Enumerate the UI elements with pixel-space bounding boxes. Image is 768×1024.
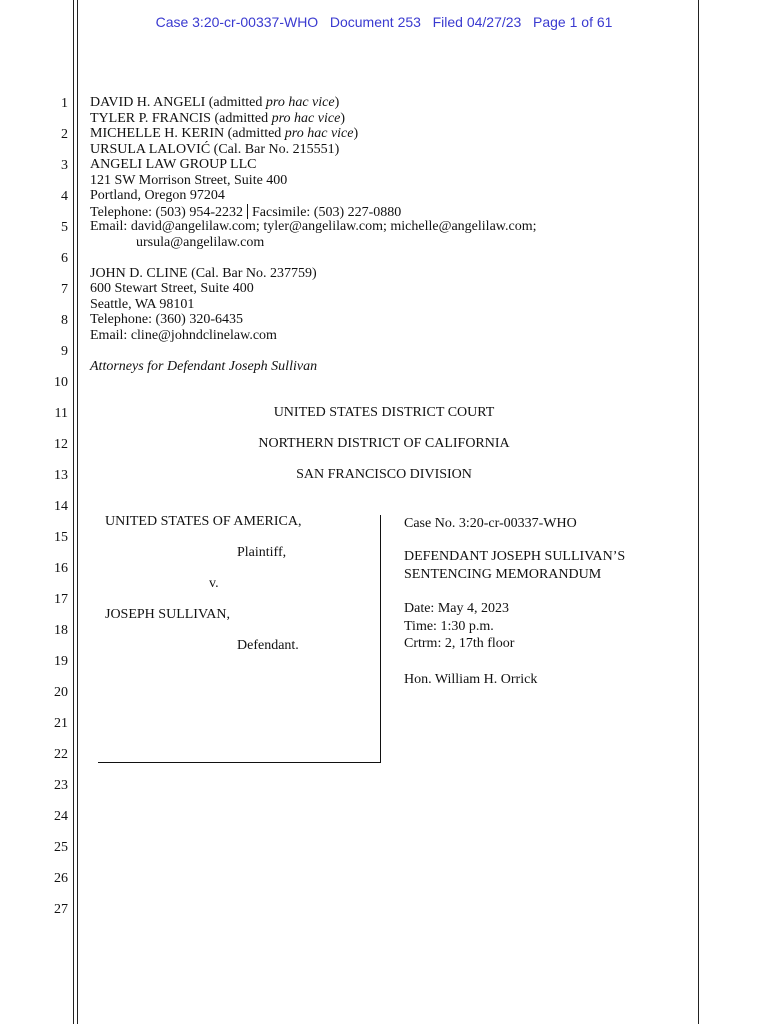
line-number: 22 (54, 747, 68, 762)
line-number: 8 (61, 313, 68, 328)
line-number: 5 (61, 220, 68, 235)
judge-name: Hon. William H. Orrick (404, 672, 538, 687)
line-number: 20 (54, 685, 68, 700)
line-number: 14 (54, 499, 68, 514)
left-margin-rule-outer (73, 0, 74, 1024)
line-number: 17 (54, 592, 68, 607)
courtroom: Crtrm: 2, 17th floor (404, 636, 515, 651)
cocounsel-name: JOHN D. CLINE (Cal. Bar No. 237759) (90, 265, 317, 281)
left-margin-rule-inner (77, 0, 78, 1024)
firm-city: Portland, Oregon 97204 (90, 188, 225, 203)
line-number: 15 (54, 530, 68, 545)
cocounsel-email: Email: cline@johndclinelaw.com (90, 327, 277, 343)
line-number: 9 (61, 344, 68, 359)
header-document: Document 253 (329, 14, 421, 30)
cocounsel-street: 600 Stewart Street, Suite 400 (90, 281, 254, 296)
header-case: Case 3:20-cr-00337-WHO (155, 14, 319, 30)
line-number: 13 (54, 468, 68, 483)
caption-divider (380, 515, 381, 763)
attorney-line: MICHELLE H. KERIN (admitted pro hac vice) (90, 126, 359, 141)
attorney-line: DAVID H. ANGELI (admitted pro hac vice) (90, 95, 340, 110)
defendant-name: JOSEPH SULLIVAN, (105, 607, 230, 622)
line-number: 12 (54, 437, 68, 452)
line-number: 3 (61, 158, 68, 173)
document-title-line1: DEFENDANT JOSEPH SULLIVAN’S (404, 549, 626, 564)
line-number: 16 (54, 561, 68, 576)
versus: v. (209, 576, 219, 591)
separator-bar (247, 204, 248, 219)
hearing-time: Time: 1:30 p.m. (404, 618, 494, 634)
right-margin-rule (698, 0, 699, 1024)
line-number: 1 (61, 96, 68, 111)
line-number: 19 (54, 654, 68, 669)
line-number: 27 (54, 902, 68, 917)
caption-underline (98, 762, 381, 763)
court-name: UNITED STATES DISTRICT COURT (273, 405, 495, 420)
header-page: Page 1 of 61 (533, 14, 613, 30)
document-title-line2: SENTENCING MEMORANDUM (404, 567, 602, 582)
line-number: 11 (54, 406, 68, 421)
firm-phone-fax: Telephone: (503) 954-2232 Facsimile: (503) 227-0880 (90, 204, 402, 220)
firm-email: Email: david@angelilaw.com; tyler@angelilaw.com; michelle@angelilaw.com; (90, 219, 537, 234)
case-number: Case No. 3:20-cr-00337-WHO (404, 516, 577, 531)
cocounsel-city: Seattle, WA 98101 (90, 296, 195, 312)
line-number: 18 (54, 623, 68, 638)
attorneys-for: Attorneys for Defendant Joseph Sullivan (90, 358, 318, 374)
line-number: 2 (61, 127, 68, 142)
header-filed: Filed 04/27/23 (432, 14, 522, 30)
firm-name: ANGELI LAW GROUP LLC (90, 157, 257, 172)
line-number: 21 (54, 716, 68, 731)
cocounsel-phone: Telephone: (360) 320-6435 (90, 312, 243, 327)
attorney-line: TYLER P. FRANCIS (admitted pro hac vice) (90, 110, 345, 126)
firm-email-cont: ursula@angelilaw.com (136, 234, 265, 250)
filing-header (0, 14, 768, 30)
defendant-label: Defendant. (237, 638, 299, 653)
line-number: 6 (61, 251, 68, 266)
hearing-date: Date: May 4, 2023 (404, 601, 509, 616)
line-number: 10 (54, 375, 68, 390)
line-number: 4 (61, 189, 68, 204)
plaintiff-name: UNITED STATES OF AMERICA, (105, 514, 302, 529)
line-number: 25 (54, 840, 68, 855)
firm-street: 121 SW Morrison Street, Suite 400 (90, 172, 288, 188)
court-division: SAN FRANCISCO DIVISION (296, 467, 472, 482)
court-district: NORTHERN DISTRICT OF CALIFORNIA (258, 436, 510, 451)
attorney-line: URSULA LALOVIĆ (Cal. Bar No. 215551) (90, 141, 340, 157)
line-number: 7 (61, 282, 68, 297)
plaintiff-label: Plaintiff, (237, 545, 287, 560)
line-number: 26 (54, 871, 68, 886)
line-number: 23 (54, 778, 68, 793)
line-number: 24 (54, 809, 68, 824)
